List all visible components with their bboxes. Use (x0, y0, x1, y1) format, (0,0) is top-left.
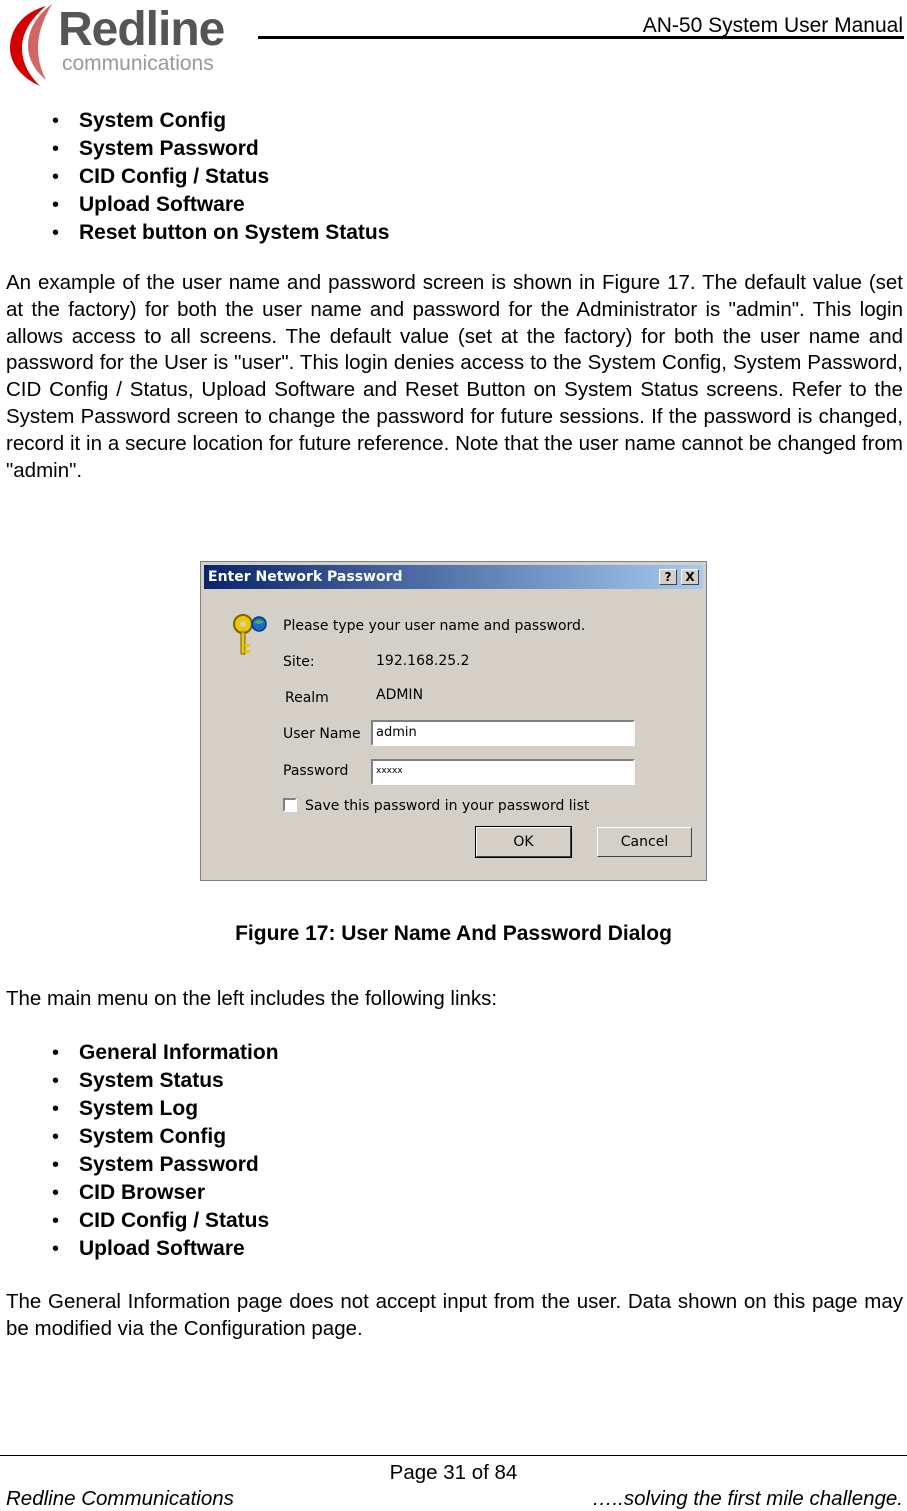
list-item: • System Log (0, 1095, 279, 1123)
list-item: • CID Config / Status (0, 1207, 279, 1235)
username-label: User Name (283, 726, 361, 742)
password-label: Password (283, 763, 349, 779)
logo-subtitle: communications (62, 52, 214, 75)
menu-intro: The main menu on the left includes the following links: (6, 987, 498, 1010)
figure-caption: Figure 17: User Name And Password Dialog (235, 922, 672, 945)
password-dialog (200, 561, 707, 881)
manual-title: AN-50 System User Manual (642, 14, 903, 37)
list-item: • System Config (0, 1123, 279, 1151)
list-item: • System Password (0, 135, 389, 163)
general-info-note: The General Information page does not accept input from the user. Data shown on this page may be modified via the Configuration page. (6, 1290, 903, 1340)
list-item: • CID Config / Status (0, 163, 389, 191)
list-item: • System Status (0, 1067, 279, 1095)
list-item: • System Password (0, 1151, 279, 1179)
list-item: • Reset button on System Status (0, 219, 389, 247)
help-button[interactable]: ? (659, 569, 677, 585)
list-item: • Upload Software (0, 1235, 279, 1263)
password-input[interactable]: xxxxx (371, 759, 635, 785)
redline-logo-mark (6, 2, 62, 88)
list-item: • General Information (0, 1039, 279, 1067)
restricted-screens-list (0, 107, 389, 247)
ok-button[interactable]: OK (476, 827, 571, 857)
keys-icon (231, 612, 273, 658)
realm-value: ADMIN (376, 687, 424, 703)
footer-tagline: …..solving the first mile challenge. (591, 1487, 903, 1510)
main-menu-links-list (0, 1039, 279, 1263)
cancel-button[interactable]: Cancel (597, 827, 692, 857)
list-item: • System Config (0, 107, 389, 135)
site-label: Site: (283, 654, 315, 670)
footer-company: Redline Communications (6, 1487, 234, 1510)
logo-wordmark: Redline (58, 3, 225, 56)
page-number: Page 31 of 84 (389, 1461, 518, 1484)
site-value: 192.168.25.2 (376, 653, 470, 669)
dialog-title: Enter Network Password (208, 569, 403, 585)
save-password-label: Save this password in your password list (305, 798, 590, 814)
realm-label: Realm (285, 690, 329, 706)
dialog-titlebar[interactable] (204, 565, 703, 589)
list-item: • Upload Software (0, 191, 389, 219)
footer-rule (0, 1455, 907, 1456)
login-description: An example of the user name and password screen is shown in Figure 17. The default value (set at the factory) for both the user name and password for the Administrator is "admin". This login allows access to all screens. The default value (set at the factory) for both the user name and password for the User is "user". This login denies access to the System Config, System Password, CID Config / Status, Upload Software and Reset Button on System Status screens. Refer to the System Password screen to change the password for future sessions. If the password is changed, record it in a secure location for future reference. Note that the user name cannot be changed from "admin". (6, 271, 903, 482)
username-input[interactable]: admin (371, 720, 635, 746)
dialog-prompt: Please type your user name and password. (283, 618, 586, 634)
save-password-checkbox[interactable] (283, 798, 297, 812)
close-button[interactable]: X (681, 569, 699, 585)
list-item: • CID Browser (0, 1179, 279, 1207)
